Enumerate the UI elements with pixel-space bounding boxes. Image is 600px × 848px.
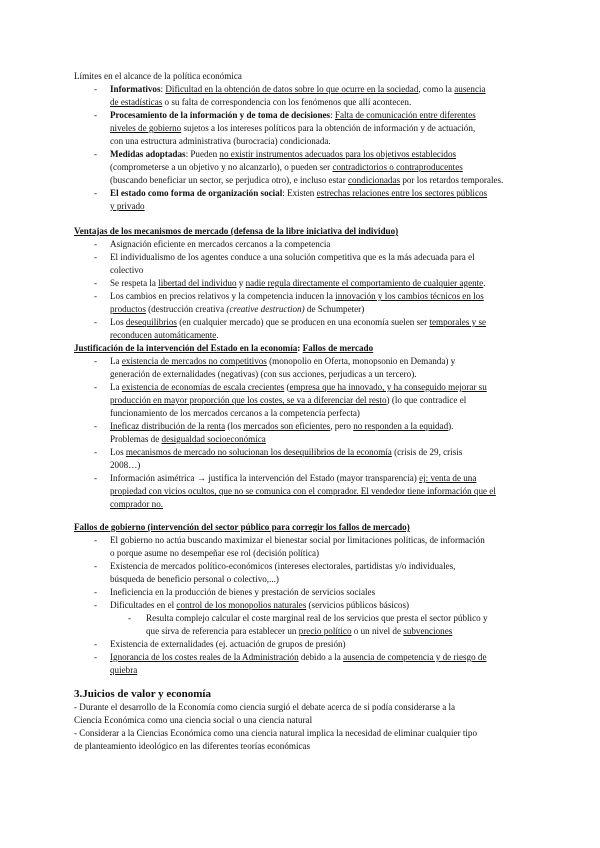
text-span: : [330,110,335,120]
text-span: El individualismo de los agentes conduce a una solución competitiva que es la más adecuada para el [110,252,475,262]
paragraph-line: de planteamiento ideológico en las diferentes teorías económicas [74,741,311,751]
text-span: (en cualquier mercado) que se producen en una economía suelen ser [176,317,430,327]
text-span: (crisis de 29, crisis [391,447,463,457]
text-span: (destrucción creativa [145,304,227,314]
text-span: Asignación eficiente en mercados cercanos a la competencia [110,239,331,249]
text-span: desequilibrios [125,317,177,327]
text-span: o un nivel de [351,626,404,636]
list-item: - Los desequilibrios (en cualquier mercado) que se producen en una economía suelen ser temporales y se reconducen automáticamente. [74,316,532,342]
sub-list-item: - Resulta complejo calcular el coste marginal real de los servicios que presta el sector público y que sirva de referencia para establecer un precio político o un nivel de subvenciones [74,612,532,638]
text-span: Resulta complejo calcular el coste marginal real de los servicios que presta el sector público y [146,613,488,623]
text-span: libertad del individuo [158,278,237,288]
text-line [110,381,532,394]
text-span: subvenciones [403,626,453,636]
text-span: producción en mayor proporción que los costes, se va a diferenciar del resto [110,395,387,405]
text-line [110,368,532,381]
text-span: La [110,356,122,366]
text-span: Fallos de mercado [302,343,374,353]
text-line [110,83,532,96]
ventajas-list [74,238,532,342]
list-item: - Medidas adoptadas: Pueden no existir instrumentos adecuados para los objetivos establecidos (comprometerse a un objetivo y no alcanzarlo), o pueden ser contradictorios o contraproducentes (buscando beneficiar un sector, se perjudica otro), e incluso estar condicionadas por los retardos temporales. [74,148,532,187]
text-span: comprador no. [110,499,164,509]
text-span: Falta de comunicación entre diferentes [334,110,476,120]
text-line [110,122,532,135]
text-span: o su falta de correspondencia con los fenómenos que allí acontecen. [162,97,412,107]
text-line [110,148,532,161]
text-span: Informativos [110,84,161,94]
limites-list [74,83,532,213]
text-span: mecanismos de mercado no solucionan los desequilibrios de la economía [125,447,392,457]
text-line [110,485,532,498]
text-span: no existir instrumentos adecuados para los objetivos establecidos [219,149,457,159]
paragraph-line: - Considerar a la Ciencias Económica como una ciencia natural implica la necesidad de eliminar cualquier tipo [74,728,477,738]
text-line [110,174,532,187]
text-span: temporales y se [429,317,487,327]
text-line [110,251,532,264]
document-page [74,70,532,753]
text-line [146,612,532,625]
text-line [110,135,532,148]
text-line [110,394,532,407]
text-span: Fallos de gobierno (intervención del sector público para corregir los fallos de mercado) [74,522,410,532]
list-item: - Procesamiento de la información y de toma de decisiones: Falta de comunicación entre diferentes niveles de gobierno sujetos a los intereses políticos para la obtención de información y de actuación, con una estructura administrativa (burocracia) condicionada. [74,109,532,148]
text-span: Se respeta la [110,278,159,288]
text-line [110,446,532,459]
text-span: funcionamiento de los mercados cercanos a la competencia perfecta) [110,408,360,418]
text-span: Existencia de mercados político-económicos (intereses electorales, partidistas y/o individuales, [110,561,456,571]
text-span: Los [110,447,126,457]
text-span: (los [225,421,244,431]
text-line [110,264,532,277]
text-span: Los [110,317,126,327]
text-span: ausencia [454,84,486,94]
text-span: y [236,278,246,288]
list-item: - Ineficaz distribución de la renta (los mercados son eficientes, pero no responden a la equidad). Problemas de desigualdad socioeconómica [74,420,532,446]
text-span: La [110,382,122,392]
list-item: - El gobierno no actúa buscando maximizar el bienestar social por limitaciones políticas, de información o porque asume no desempeñar ese rol (decisión política) [74,534,532,560]
text-span: control de los monopolios naturales [176,600,307,610]
section-title: Límites en el alcance de la política económica [74,71,242,81]
list-item: - La existencia de mercados no competitivos (monopolio en Oferta, monopsonio en Demanda) y generación de externalidades (negativas) (con sus acciones, perjudicas a un tercero). [74,355,532,381]
text-span: existencia de mercados no competitivos [121,356,267,366]
text-span: : [297,343,303,353]
text-line [110,200,532,213]
justificacion-heading [74,342,532,355]
text-span: reconducen automáticamente [110,330,217,340]
text-line [110,433,532,446]
text-span: . [483,278,486,288]
text-line [110,472,532,485]
text-span: precio político [298,626,352,636]
text-span: El estado como forma de organización social [110,188,283,198]
text-span: , como la [418,84,455,94]
text-line [110,187,532,200]
text-line [110,586,532,599]
text-span: búsqueda de beneficio personal o colectivo,...) [110,574,279,584]
text-line [110,547,532,560]
text-line [110,651,532,664]
text-span: desigualdad socioeconómica [161,434,266,444]
text-span: (servicios públicos básicos) [306,600,410,610]
juicios-heading: 3.Juicios de valor y economía [74,688,211,700]
text-span: Dificultad en la obtención de datos sobre lo que ocurre en la sociedad [165,84,419,94]
text-span: Ineficaz distribución de la renta [110,421,226,431]
text-span: ). [448,421,454,431]
text-line [110,238,532,251]
text-line [110,560,532,573]
text-line [110,303,532,316]
text-line [110,638,532,651]
text-line [110,420,532,433]
text-line [110,109,532,122]
text-span: mercados son eficientes [243,421,331,431]
list-item: - Los mecanismos de mercado no solucionan los desequilibrios de la economía (crisis de 29, crisis 2008…) [74,446,532,472]
text-span: innovación y los cambios técnicos en los [335,291,484,301]
list-item: - El individualismo de los agentes conduce a una solución competitiva que es la más adecuada para el colectivo [74,251,532,277]
text-span: niveles de gobierno [110,123,182,133]
list-item: - Informativos: Dificultad en la obtención de datos sobre lo que ocurre en la sociedad, como la ausencia de estadísticas o su falta de correspondencia con los fenómenos que allí acontecen. [74,83,532,109]
text-span: Procesamiento de la información y de toma de decisiones [110,110,331,120]
justificacion-list [74,355,532,511]
text-span: propiedad con vicios ocultos, que no se comunica con el comprador. El vendedor tiene información que el [110,486,496,496]
text-span: de Schumpeter) [304,304,365,314]
text-span: Medidas adoptadas [110,149,186,159]
text-span: de estadísticas [110,97,163,107]
text-span: ) (lo que contradice el [386,395,467,405]
list-item: - La existencia de economías de escala crecientes (empresa que ha innovado, y ha conseguido mejorar su producción en mayor proporción que los costes, se va a diferenciar del resto) (lo que contradice el funcionamiento de los mercados cercanos a la competencia perfecta) [74,381,532,420]
text-span: nadie regula directamente el comportamiento de cualquier agente [245,278,484,288]
text-line [110,355,532,368]
text-line [110,573,532,586]
text-span: productos [110,304,146,314]
text-span: o porque asume no desempeñar ese rol (decisión política) [110,548,320,558]
text-span: : Existen [282,188,317,198]
text-span: estrechas relaciones entre los sectores públicos [316,188,488,198]
paragraph-line: Ciencia Económica como una ciencia social o una ciencia natural [74,715,313,725]
text-span: sujetos a los intereses políticos para la obtención de información y de actuación, [181,123,476,133]
text-span: (buscando beneficiar un sector, se perjudica otro), e incluso estar [110,175,349,185]
text-span: no responden a la equidad [353,421,449,431]
text-span: Los cambios en precios relativos y la competencia inducen la [110,291,336,301]
text-line [110,599,532,612]
text-span: ( [284,382,290,392]
text-span: , pero [330,421,354,431]
text-span: ausencia de competencia y de riesgo de [343,652,487,662]
text-span: Dificultades en el [110,600,177,610]
text-span: . [216,330,219,340]
list-item: - Existencia de mercados político-económicos (intereses electorales, partidistas y/o individuales, búsqueda de beneficio personal o colectivo,...) [74,560,532,586]
text-span: : Pueden [185,149,220,159]
text-line [110,407,532,420]
list-item: - Ignorancia de los costes reales de la Administración debido a la ausencia de competencia y de riesgo de quiebra [74,651,532,677]
text-line [110,459,532,472]
text-span: por los retardos temporales. [400,175,504,185]
text-span: Ventajas de los mecanismos de mercado (defensa de la libre iniciativa del individuo) [74,226,399,236]
text-line [110,316,532,329]
text-span: con una estructura administrativa (burocracia) condicionada. [110,136,331,146]
text-span: : [160,84,166,94]
fallos-list [74,534,532,677]
text-span: Justificación de la intervención del Estado en la economía [74,343,298,353]
text-span: empresa que ha innovado, y ha conseguido mejorar su [289,382,487,392]
text-span: Ignorancia de los costes reales de la Administración [110,652,299,662]
list-item: - Dificultades en el control de los monopolios naturales (servicios públicos básicos) [74,599,532,612]
text-span: Información asimétrica → justifica la intervención del Estado (mayor transparencia) [110,473,420,483]
text-line [110,96,532,109]
text-span: (comprometerse a un objetivo y no alcanzarlo), o pueden ser [110,162,333,172]
paragraph-line: - Durante el desarrollo de la Economía como ciencia surgió el debate acerca de si podía considerarse a la [74,702,456,712]
text-span: y privado [110,201,145,211]
text-span: Problemas de [110,434,162,444]
text-span: 2008…) [110,460,141,470]
text-line [110,277,532,290]
fallos-heading [74,521,532,534]
text-span: colectivo [110,265,144,275]
text-span: (monopolio en Oferta, monopsonio en Demanda) y [266,356,456,366]
text-line [110,329,532,342]
text-span: Existencia de externalidades (ej. actuación de grupos de presión) [110,639,346,649]
text-span: generación de externalidades (negativas) (con sus acciones, perjudicas a un tercero). [110,369,417,379]
list-item: - Existencia de externalidades (ej. actuación de grupos de presión) [74,638,532,651]
text-span: El gobierno no actúa buscando maximizar el bienestar social por limitaciones políticas, de información [110,535,485,545]
list-item: - El estado como forma de organización social: Existen estrechas relaciones entre los sectores públicos y privado [74,187,532,213]
list-item: - Información asimétrica → justifica la intervención del Estado (mayor transparencia) ej: venta de una propiedad con vicios ocultos, que no se comunica con el comprador. El vendedor tiene información que el comprador no. [74,472,532,511]
text-span: (creative destruction) [226,304,305,314]
text-span: que sirva de referencia para establecer un [146,626,299,636]
list-item: - Los cambios en precios relativos y la competencia inducen la innovación y los cambios técnicos en los productos (destrucción creativa (creative destruction) de Schumpeter) [74,290,532,316]
text-span: contradictorios o contraproducentes [332,162,463,172]
text-span: Ineficiencia en la producción de bienes y prestación de servicios sociales [110,587,376,597]
text-line [146,625,532,638]
text-line [110,290,532,303]
text-span: existencia de economías de escala crecientes [121,382,285,392]
list-item: - Ineficiencia en la producción de bienes y prestación de servicios sociales [74,586,532,599]
list-item: - Se respeta la libertad del individuo y nadie regula directamente el comportamiento de cualquier agente. [74,277,532,290]
text-span: quiebra [110,665,138,675]
text-line [110,161,532,174]
list-item: - Asignación eficiente en mercados cercanos a la competencia [74,238,532,251]
text-span: debido a la [298,652,344,662]
text-span: condicionadas [348,175,401,185]
text-line [110,498,532,511]
text-span: ej: venta de una [419,473,477,483]
ventajas-heading [74,225,532,238]
text-line [110,534,532,547]
text-line [110,664,532,677]
